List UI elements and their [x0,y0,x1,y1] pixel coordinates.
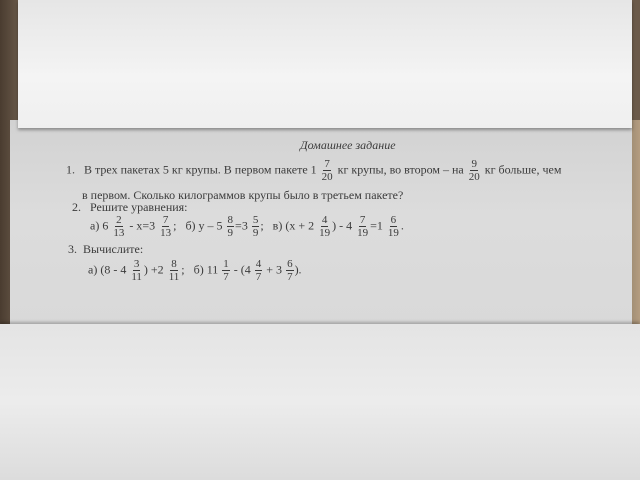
fraction-denominator: 7 [287,271,293,283]
eq-b-end: ; [260,218,264,233]
page-title: Домашнее задание [300,138,396,152]
fraction-denominator: 19 [319,227,331,239]
eq-c-mid-2: =1 [370,218,383,233]
fraction-numerator: 4 [321,214,328,226]
eq-b-mid: =3 [235,218,248,233]
eq-c-mid-1: ) - 4 [332,218,353,233]
task-1-fraction-1 [321,158,334,183]
ex-b-mid-1: - (4 [233,262,251,277]
eq-a-end: ; [173,218,177,233]
task-1-fraction-2 [468,158,481,183]
fraction-denominator: 19 [357,227,369,239]
top-paper-sheet [18,0,632,128]
fraction-numerator: 2 [116,214,122,226]
bottom-paper-sheet [0,324,640,480]
fraction-denominator: 20 [468,171,480,183]
ex-b-fraction-2 [255,258,263,283]
fraction-denominator: 9 [227,227,234,239]
fraction-numerator: 7 [359,214,366,226]
task-1-text-a: В трех пакетах 5 кг крупы. В первом пакете 1 [84,162,317,177]
task-3-number: 3. [68,242,77,256]
ex-b-fraction-3 [286,258,294,283]
eq-c-prefix: в) (x + 2 [272,218,315,233]
fraction-numerator: 4 [255,258,262,270]
fraction-denominator: 11 [131,271,142,283]
ex-b-prefix: б) 11 [193,262,219,277]
ex-a-prefix: а) (8 - 4 [88,262,127,277]
eq-c-fraction-2 [356,214,369,239]
task-1-text-c: кг больше, чем [484,162,562,177]
fraction-numerator: 7 [324,158,330,170]
task-1-number: 1. [66,162,75,177]
task-2-heading [72,200,188,215]
task-1-line-1 [66,158,561,183]
fraction-numerator: 5 [252,214,259,226]
task-3-heading [68,242,143,257]
fraction-denominator: 7 [255,271,262,283]
eq-b-prefix: б) y – 5 [185,218,223,233]
eq-a-mid: - x=3 [129,218,156,233]
eq-b-fraction-1 [227,214,235,239]
fraction-denominator: 13 [113,227,125,239]
ex-b-fraction-1 [222,258,230,283]
task-1-line-2: в первом. Сколько килограммов крупы было в третьем пакете? [82,188,404,202]
task-1-text-b: кг крупы, во втором – на [337,162,464,177]
task-3-label: Вычислите: [83,242,144,256]
eq-c-fraction-1 [318,214,331,239]
eq-b-fraction-2 [252,214,260,239]
eq-a-fraction-1 [112,214,125,239]
fraction-denominator: 11 [168,271,180,283]
fraction-denominator: 9 [252,227,259,239]
fraction-denominator: 7 [223,271,229,283]
task-2-equations [90,214,404,239]
ex-a-fraction-2 [168,258,181,283]
fraction-numerator: 8 [227,214,234,226]
eq-a-prefix: а) 6 [90,218,109,233]
fraction-numerator: 8 [171,258,177,270]
ex-a-mid: ) +2 [143,262,164,277]
ex-b-mid-2: + 3 [266,262,283,277]
fraction-numerator: 6 [287,258,293,270]
ex-a-fraction-1 [130,258,143,283]
fraction-denominator: 19 [387,227,399,239]
eq-a-fraction-2 [159,214,172,239]
eq-c-fraction-3 [387,214,400,239]
task-2-number: 2. [72,200,81,214]
fraction-denominator: 20 [321,171,333,183]
task-3-expressions [88,258,302,283]
fraction-numerator: 7 [162,214,169,226]
fraction-denominator: 13 [160,227,172,239]
ex-b-end: ). [294,262,302,277]
fraction-numerator: 3 [133,258,140,270]
fraction-numerator: 9 [471,158,477,170]
ex-a-end: ; [181,262,185,277]
fraction-numerator: 1 [223,258,229,270]
task-2-label: Решите уравнения: [90,200,188,214]
eq-c-end: . [400,218,404,233]
fraction-numerator: 6 [390,214,397,226]
